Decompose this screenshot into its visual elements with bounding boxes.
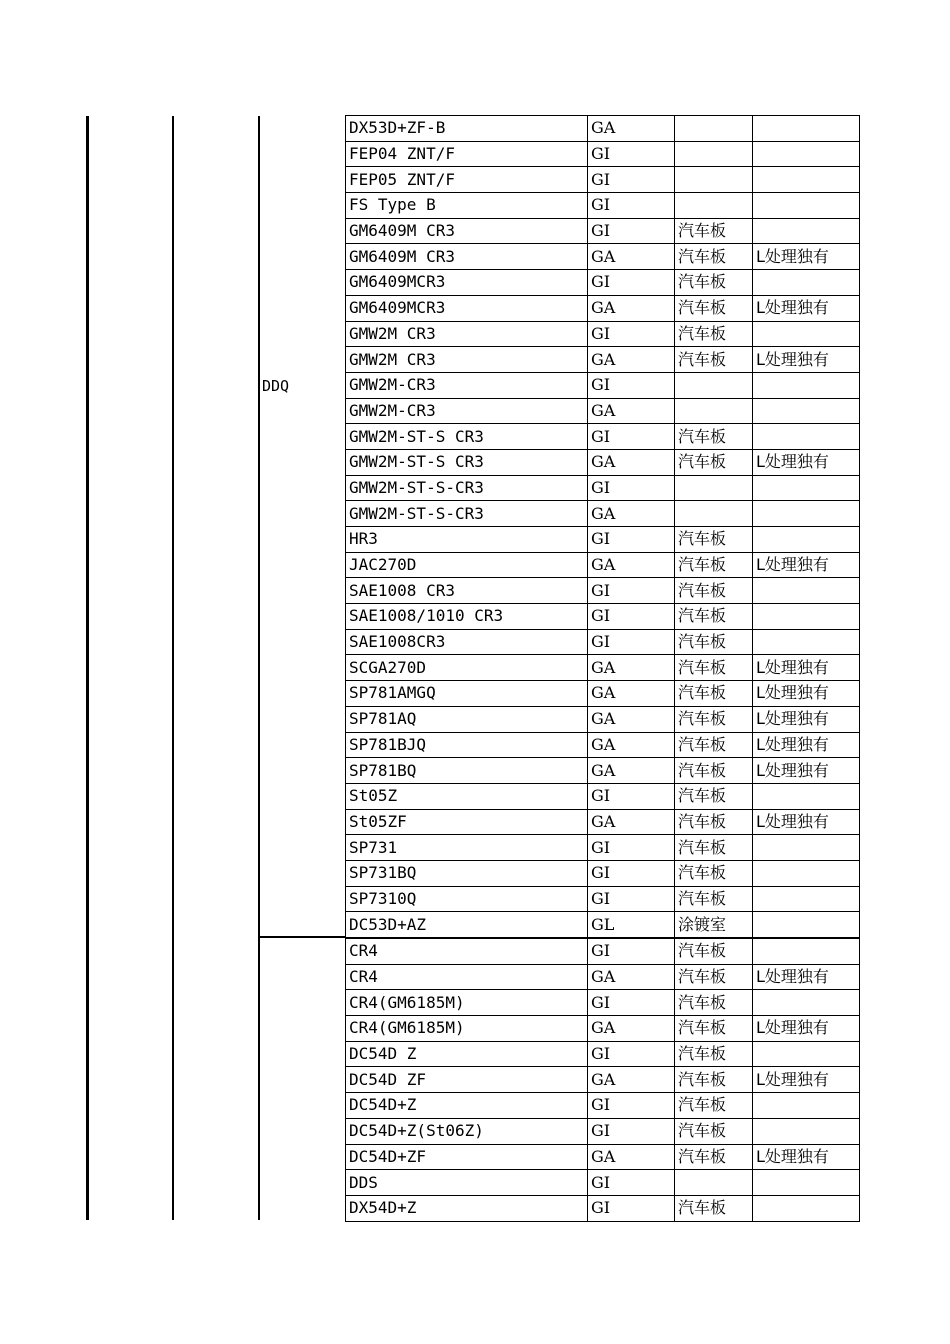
grade-cell: SP781AMGQ [346, 681, 588, 707]
usage-cell: 汽车板 [675, 1016, 753, 1042]
table-row [346, 860, 860, 886]
note-cell [753, 116, 860, 142]
grade-cell: GMW2M-ST-S CR3 [346, 449, 588, 475]
usage-cell: 汽车板 [675, 706, 753, 732]
note-cell [753, 1041, 860, 1067]
group-label-ddq: DDQ [262, 377, 290, 395]
table-row [346, 1195, 860, 1221]
table-row [346, 501, 860, 527]
usage-cell: 汽车板 [675, 347, 753, 373]
note-cell [753, 1118, 860, 1144]
table-row [346, 938, 860, 964]
note-cell: L处理独有 [753, 809, 860, 835]
usage-cell: 汽车板 [675, 758, 753, 784]
column-divider-1 [172, 116, 174, 1220]
usage-cell: 汽车板 [675, 578, 753, 604]
table-row [346, 244, 860, 270]
grade-cell: FS Type B [346, 193, 588, 219]
table-row [346, 449, 860, 475]
note-cell [753, 398, 860, 424]
usage-cell: 汽车板 [675, 886, 753, 912]
coating-cell: GA [588, 449, 675, 475]
usage-cell: 汽车板 [675, 552, 753, 578]
table-row [346, 475, 860, 501]
note-cell: L处理独有 [753, 1067, 860, 1093]
table-row [346, 270, 860, 296]
grade-cell: St05ZF [346, 809, 588, 835]
grade-cell: SAE1008CR3 [346, 629, 588, 655]
coating-cell: GI [588, 193, 675, 219]
grade-cell: CR4 [346, 964, 588, 990]
table-row [346, 835, 860, 861]
grade-cell: SP7310Q [346, 886, 588, 912]
grade-cell: SCGA270D [346, 655, 588, 681]
table-row [346, 1170, 860, 1196]
table-row [346, 758, 860, 784]
table-row [346, 783, 860, 809]
grade-cell: GMW2M CR3 [346, 321, 588, 347]
note-cell [753, 321, 860, 347]
coating-cell: GA [588, 347, 675, 373]
note-cell: L处理独有 [753, 1144, 860, 1170]
grade-cell: CR4 [346, 938, 588, 964]
coating-cell: GI [588, 578, 675, 604]
usage-cell [675, 1170, 753, 1196]
coating-cell: GA [588, 732, 675, 758]
note-cell [753, 218, 860, 244]
usage-cell: 汽车板 [675, 1118, 753, 1144]
coating-cell: GI [588, 604, 675, 630]
usage-cell: 汽车板 [675, 604, 753, 630]
group-separator [258, 936, 346, 938]
usage-cell [675, 116, 753, 142]
coating-cell: GI [588, 886, 675, 912]
coating-cell: GA [588, 681, 675, 707]
table-row [346, 167, 860, 193]
table-row [346, 424, 860, 450]
note-cell [753, 424, 860, 450]
coating-cell: GI [588, 860, 675, 886]
note-cell: L处理独有 [753, 244, 860, 270]
coating-cell: GI [588, 321, 675, 347]
grade-cell: GMW2M CR3 [346, 347, 588, 373]
table-row [346, 912, 860, 938]
coating-cell: GA [588, 1067, 675, 1093]
coating-cell: GI [588, 475, 675, 501]
grade-cell: GM6409M CR3 [346, 218, 588, 244]
usage-cell: 汽车板 [675, 1067, 753, 1093]
note-cell [753, 578, 860, 604]
usage-cell: 汽车板 [675, 732, 753, 758]
table-row [346, 655, 860, 681]
note-cell: L处理独有 [753, 347, 860, 373]
note-cell [753, 270, 860, 296]
coating-cell: GA [588, 244, 675, 270]
usage-cell: 汽车板 [675, 990, 753, 1016]
grade-cell: DC54D+Z [346, 1093, 588, 1119]
table-row [346, 398, 860, 424]
usage-cell: 汽车板 [675, 783, 753, 809]
coating-cell: GI [588, 270, 675, 296]
grade-cell: FEP05 ZNT/F [346, 167, 588, 193]
grade-cell: DC53D+AZ [346, 912, 588, 938]
note-cell [753, 527, 860, 553]
grade-cell: DC54D+Z(St06Z) [346, 1118, 588, 1144]
coating-cell: GI [588, 424, 675, 450]
coating-cell: GI [588, 835, 675, 861]
usage-cell: 汽车板 [675, 681, 753, 707]
coating-cell: GA [588, 964, 675, 990]
usage-cell: 涂镀室 [675, 912, 753, 938]
note-cell [753, 1195, 860, 1221]
grade-cell: CR4(GM6185M) [346, 990, 588, 1016]
usage-cell: 汽车板 [675, 1041, 753, 1067]
note-cell: L处理独有 [753, 732, 860, 758]
usage-cell: 汽车板 [675, 1195, 753, 1221]
usage-cell: 汽车板 [675, 860, 753, 886]
table-row [346, 193, 860, 219]
usage-cell: 汽车板 [675, 424, 753, 450]
note-cell [753, 783, 860, 809]
grade-table [345, 115, 860, 1222]
usage-cell [675, 141, 753, 167]
coating-cell: GA [588, 295, 675, 321]
coating-cell: GI [588, 1195, 675, 1221]
coating-cell: GI [588, 1041, 675, 1067]
grade-cell: SP731BQ [346, 860, 588, 886]
usage-cell [675, 167, 753, 193]
usage-cell: 汽车板 [675, 295, 753, 321]
note-cell: L处理独有 [753, 1016, 860, 1042]
note-cell [753, 990, 860, 1016]
coating-cell: GA [588, 552, 675, 578]
coating-cell: GI [588, 167, 675, 193]
note-cell: L处理独有 [753, 706, 860, 732]
coating-cell: GI [588, 527, 675, 553]
grade-cell: St05Z [346, 783, 588, 809]
coating-cell: GA [588, 398, 675, 424]
table-row [346, 552, 860, 578]
usage-cell: 汽车板 [675, 1093, 753, 1119]
note-cell [753, 835, 860, 861]
coating-cell: GI [588, 1170, 675, 1196]
table-row [346, 347, 860, 373]
coating-cell: GI [588, 1118, 675, 1144]
table-row [346, 218, 860, 244]
grade-cell: DX54D+Z [346, 1195, 588, 1221]
table-row [346, 886, 860, 912]
usage-cell: 汽车板 [675, 270, 753, 296]
grade-cell: DDS [346, 1170, 588, 1196]
grade-table-body [346, 116, 860, 1222]
grade-cell: DC54D ZF [346, 1067, 588, 1093]
table-row [346, 964, 860, 990]
grade-cell: GMW2M-ST-S CR3 [346, 424, 588, 450]
note-cell [753, 372, 860, 398]
table-row [346, 321, 860, 347]
grade-cell: DC54D+ZF [346, 1144, 588, 1170]
grade-cell: DC54D Z [346, 1041, 588, 1067]
table-row [346, 116, 860, 142]
table-row [346, 1118, 860, 1144]
usage-cell [675, 501, 753, 527]
usage-cell: 汽车板 [675, 964, 753, 990]
grade-cell: SP781AQ [346, 706, 588, 732]
note-cell [753, 1170, 860, 1196]
grade-cell: GMW2M-ST-S-CR3 [346, 475, 588, 501]
note-cell: L处理独有 [753, 655, 860, 681]
grade-cell: SP731 [346, 835, 588, 861]
coating-cell: GA [588, 116, 675, 142]
note-cell [753, 501, 860, 527]
note-cell: L处理独有 [753, 964, 860, 990]
coating-cell: GI [588, 141, 675, 167]
note-cell [753, 167, 860, 193]
coating-cell: GA [588, 706, 675, 732]
coating-cell: GI [588, 783, 675, 809]
coating-cell: GI [588, 938, 675, 964]
usage-cell: 汽车板 [675, 809, 753, 835]
grade-cell: HR3 [346, 527, 588, 553]
grade-cell: DX53D+ZF-B [346, 116, 588, 142]
grade-cell: GMW2M-CR3 [346, 398, 588, 424]
note-cell [753, 938, 860, 964]
usage-cell [675, 372, 753, 398]
grade-cell: GM6409MCR3 [346, 270, 588, 296]
table-row [346, 1016, 860, 1042]
note-cell: L处理独有 [753, 295, 860, 321]
usage-cell [675, 193, 753, 219]
usage-cell: 汽车板 [675, 1144, 753, 1170]
note-cell [753, 629, 860, 655]
coating-cell: GA [588, 1016, 675, 1042]
table-row [346, 1067, 860, 1093]
note-cell [753, 193, 860, 219]
table-row [346, 295, 860, 321]
grade-cell: GM6409M CR3 [346, 244, 588, 270]
usage-cell [675, 475, 753, 501]
note-cell [753, 886, 860, 912]
note-cell: L处理独有 [753, 449, 860, 475]
grade-cell: JAC270D [346, 552, 588, 578]
note-cell: L处理独有 [753, 758, 860, 784]
coating-cell: GA [588, 809, 675, 835]
usage-cell: 汽车板 [675, 655, 753, 681]
note-cell [753, 604, 860, 630]
table-row [346, 1041, 860, 1067]
usage-cell: 汽车板 [675, 835, 753, 861]
note-cell [753, 1093, 860, 1119]
table-row [346, 706, 860, 732]
coating-cell: GI [588, 990, 675, 1016]
usage-cell: 汽车板 [675, 321, 753, 347]
usage-cell: 汽车板 [675, 629, 753, 655]
table-row [346, 604, 860, 630]
usage-cell: 汽车板 [675, 244, 753, 270]
table-row [346, 1144, 860, 1170]
table-row [346, 809, 860, 835]
usage-cell: 汽车板 [675, 218, 753, 244]
grade-cell: GM6409MCR3 [346, 295, 588, 321]
coating-cell: GI [588, 218, 675, 244]
coating-cell: GA [588, 1144, 675, 1170]
table-row [346, 990, 860, 1016]
table-row [346, 527, 860, 553]
coating-cell: GI [588, 1093, 675, 1119]
coating-cell: GI [588, 629, 675, 655]
table-row [346, 141, 860, 167]
coating-cell: GA [588, 655, 675, 681]
grade-cell: SAE1008 CR3 [346, 578, 588, 604]
table-row [346, 629, 860, 655]
usage-cell: 汽车板 [675, 449, 753, 475]
note-cell [753, 860, 860, 886]
coating-cell: GI [588, 372, 675, 398]
note-cell: L处理独有 [753, 681, 860, 707]
left-border-line [86, 116, 89, 1220]
table-row [346, 732, 860, 758]
coating-cell: GA [588, 501, 675, 527]
table-row [346, 578, 860, 604]
usage-cell [675, 398, 753, 424]
grade-cell: GMW2M-CR3 [346, 372, 588, 398]
grade-cell: SP781BJQ [346, 732, 588, 758]
usage-cell: 汽车板 [675, 938, 753, 964]
usage-cell: 汽车板 [675, 527, 753, 553]
note-cell [753, 912, 860, 938]
note-cell [753, 475, 860, 501]
coating-cell: GA [588, 758, 675, 784]
table-row [346, 681, 860, 707]
column-divider-2 [258, 116, 260, 1220]
grade-cell: FEP04 ZNT/F [346, 141, 588, 167]
note-cell [753, 141, 860, 167]
grade-cell: CR4(GM6185M) [346, 1016, 588, 1042]
table-row [346, 1093, 860, 1119]
grade-cell: SP781BQ [346, 758, 588, 784]
note-cell: L处理独有 [753, 552, 860, 578]
table-row [346, 372, 860, 398]
coating-cell: GL [588, 912, 675, 938]
grade-cell: SAE1008/1010 CR3 [346, 604, 588, 630]
grade-cell: GMW2M-ST-S-CR3 [346, 501, 588, 527]
